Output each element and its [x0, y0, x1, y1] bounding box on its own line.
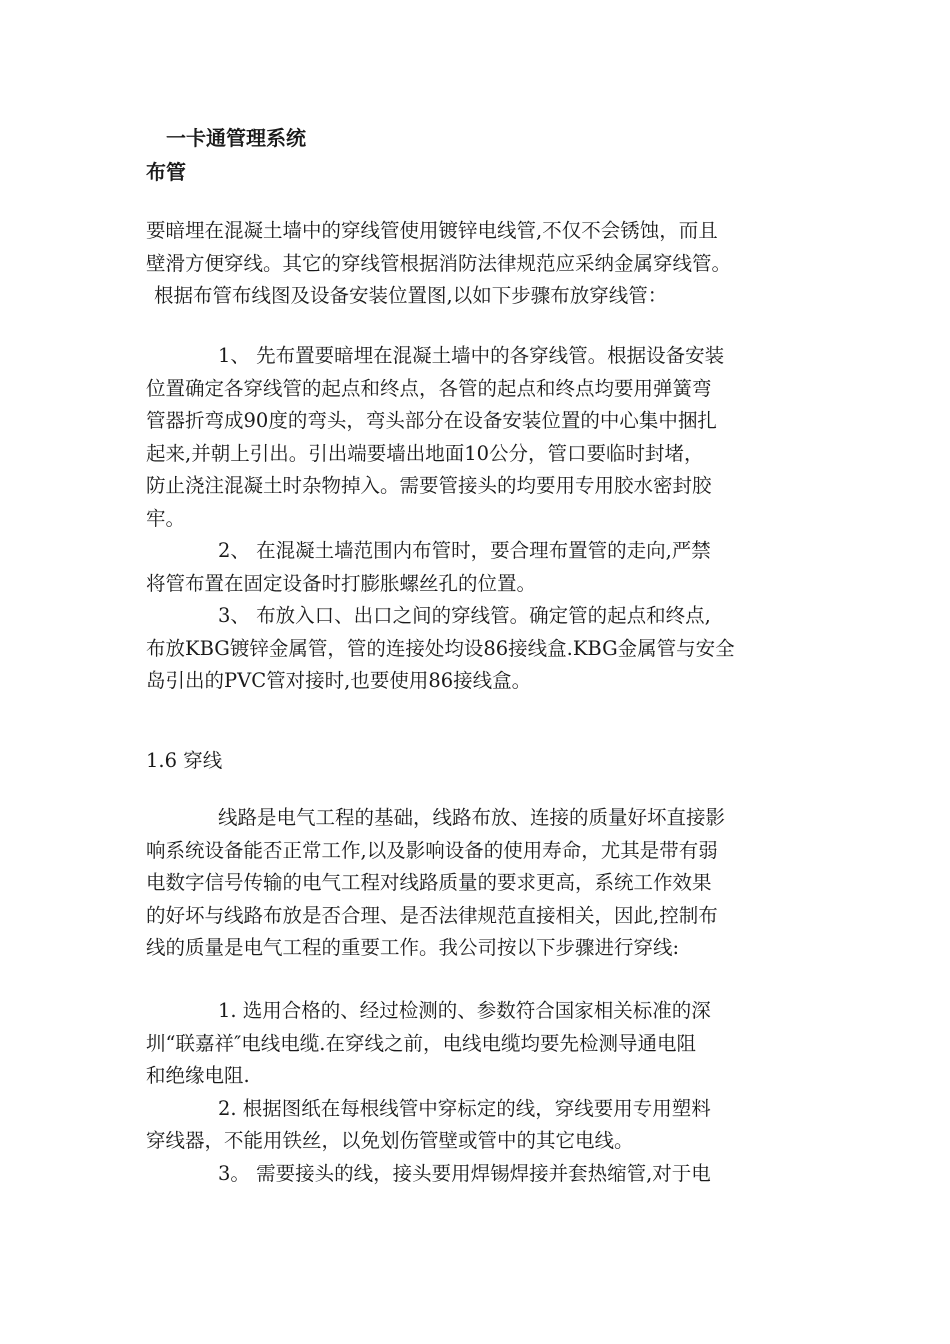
subsection-heading: 1.6 穿线 — [146, 749, 223, 772]
text-line: 的好坏与线路布放是否合理、是否法律规范直接相关，因此,控制布 — [146, 903, 718, 927]
wiring-steps — [146, 995, 806, 1190]
section-heading: 布管 — [146, 160, 186, 184]
step-1-line: 1、 先布置要暗埋在混凝土墙中的各穿线管。根据设备安装 — [218, 344, 725, 367]
text-line: 牢。 — [146, 506, 186, 530]
text-line: 防止浇注混凝土时杂物掉入。需要管接头的均要用专用胶水密封胶 — [146, 474, 712, 497]
text-line: 线的质量是电气工程的重要工作。我公司按以下步骤进行穿线: — [146, 936, 680, 959]
step-3-line: 3、 布放入口、出口之间的穿线管。确定管的起点和终点, — [218, 604, 711, 627]
text-line: 起来,并朝上引出。引出端要墙出地面10公分，管口要临时封堵， — [146, 441, 704, 465]
step-2-line: 2. 根据图纸在每根线管中穿标定的线，穿线要用专用塑料 — [218, 1096, 711, 1120]
text-line: 响系统设备能否正常工作,以及影响设备的使用寿命，尤其是带有弱 — [146, 838, 718, 862]
text-line: 圳“联嘉祥″电线电缆.在穿线之前，电线电缆均要先检测导通电阻 — [146, 1031, 696, 1055]
conduit-steps — [146, 340, 806, 698]
step-1-line: 1. 选用合格的、经过检测的、参数符合国家相关标准的深 — [218, 999, 711, 1022]
text-line: 线路是电气工程的基础，线路布放、连接的质量好坏直接影 — [218, 806, 726, 829]
step-2-line: 2、 在混凝土墙范围内布管时，要合理布置管的走向,严禁 — [218, 539, 711, 562]
text-line: 要暗埋在混凝土墙中的穿线管使用镀锌电线管,不仅不会锈蚀，而且 — [146, 219, 718, 242]
text-line: 根据布管布线图及设备安装位置图,以如下步骤布放穿线管： — [154, 284, 668, 307]
step-3-line: 3。 需要接头的线，接头要用焊锡焊接并套热缩管,对于电 — [218, 1161, 711, 1185]
text-line: 布放KBG镀锌金属管，管的连接处均设86接线盒.KBG金属管与安全 — [146, 636, 735, 660]
text-line: 壁滑方便穿线。其它的穿线管根据消防法律规范应采纳金属穿线管。 — [146, 251, 732, 275]
intro-paragraph — [146, 215, 806, 313]
wiring-intro-paragraph — [146, 802, 806, 965]
text-line: 管器折弯成90度的弯头，弯头部分在设备安装位置的中心集中捆扎 — [146, 409, 717, 432]
text-line: 将管布置在固定设备时打膨胀螺丝孔的位置。 — [146, 571, 537, 595]
system-title: 一卡通管理系统 — [166, 126, 306, 150]
text-line: 岛引出的PVC管对接时,也要使用86接线盒。 — [146, 669, 532, 692]
text-line: 电数字信号传输的电气工程对线路质量的要求更高，系统工作效果 — [146, 871, 712, 894]
text-line: 和绝缘电阻. — [146, 1064, 250, 1087]
text-line: 位置确定各穿线管的起点和终点，各管的起点和终点均要用弹簧弯 — [146, 376, 712, 400]
text-line: 穿线器，不能用铁丝，以免划伤管壁或管中的其它电线。 — [146, 1129, 634, 1152]
